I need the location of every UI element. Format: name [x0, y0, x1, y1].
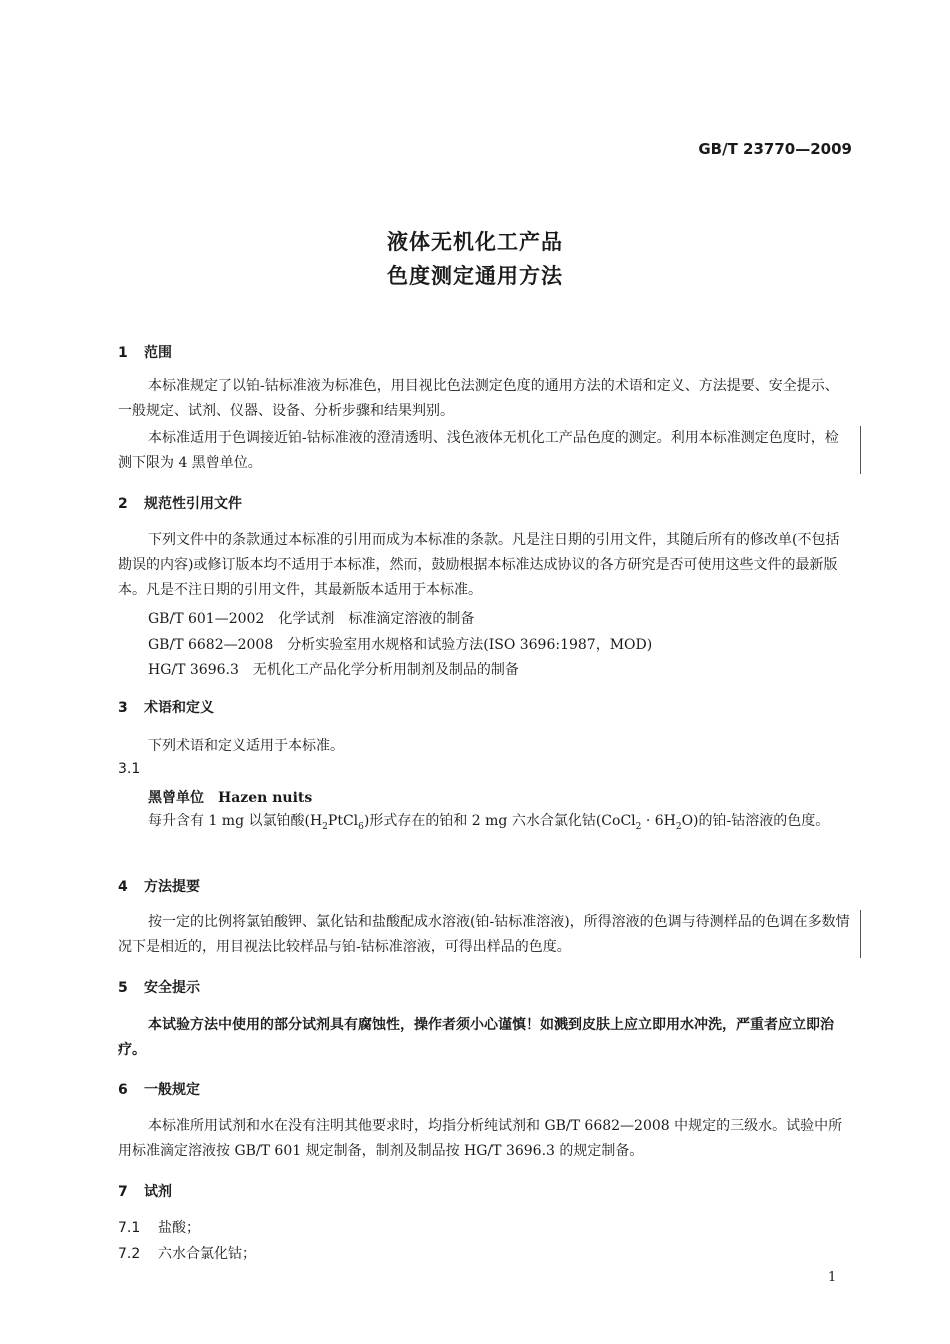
- section-7-heading: [118, 1181, 172, 1201]
- item-number: 7.2: [118, 1246, 141, 1262]
- reference-item: [148, 634, 652, 654]
- reference-title: 化学试剂 标准滴定溶液的制备: [278, 611, 475, 627]
- definition-text: )形式存在的铂和 2 mg 六水合氯化钴(CoCl: [363, 813, 636, 829]
- term-line: [148, 787, 312, 807]
- section-number: 3: [118, 700, 128, 716]
- section-1-heading: [118, 342, 172, 362]
- reference-code: GB/T 601—2002: [148, 611, 265, 627]
- section-title: 方法提要: [144, 879, 200, 895]
- s4-paragraph-1: 按一定的比例将氯铂酸钾、氯化钴和盐酸配成水溶液(铂-钴标准溶液)，所得溶液的色调与待测样品的色调在多数情况下是相近的，用目视法比较样品与铂-钴标准溶液，可得出样品的色度。: [118, 914, 850, 955]
- list-item: [118, 1217, 200, 1237]
- definition-text: · 6H: [641, 813, 676, 829]
- item-number: 7.1: [118, 1220, 141, 1236]
- title-line-2: 色度测定通用方法: [387, 264, 563, 288]
- section-number: 2: [118, 496, 128, 512]
- s3-paragraph-1: 下列术语和定义适用于本标准。: [148, 738, 344, 754]
- s1-paragraph-1: 本标准规定了以铂-钴标准液为标准色，用目视比色法测定色度的通用方法的术语和定义、方法提要、安全提示、一般规定、试剂、仪器、设备、分析步骤和结果判别。: [118, 378, 839, 419]
- term-definition: [118, 809, 852, 840]
- s1-paragraph-2: 本标准适用于色调接近铂-钴标准液的澄清透明、浅色液体无机化工产品色度的测定。利用本标准测定色度时，检测下限为 4 黑曾单位。: [118, 430, 839, 471]
- item-text: 六水合氯化钴；: [158, 1246, 256, 1262]
- section-number: 1: [118, 345, 128, 361]
- section-number: 7: [118, 1184, 128, 1200]
- item-text: 盐酸；: [158, 1220, 200, 1236]
- section-number: 6: [118, 1082, 128, 1098]
- term-english: Hazen nuits: [218, 790, 313, 806]
- subscript: 2: [322, 821, 328, 832]
- section-5-heading: [118, 977, 200, 997]
- safety-warning: 本试验方法中使用的部分试剂具有腐蚀性，操作者须小心谨慎！如溅到皮肤上应立即用水冲洗，严重者应立即治疗。: [118, 1017, 834, 1058]
- reference-title: 无机化工产品化学分析用制剂及制品的制备: [252, 662, 519, 678]
- section-2-heading: [118, 493, 242, 513]
- reference-title: 分析实验室用水规格和试验方法(ISO 3696:1987，MOD): [287, 637, 653, 653]
- section-title: 一般规定: [144, 1082, 200, 1098]
- section-number: 4: [118, 879, 128, 895]
- section-title: 试剂: [144, 1184, 172, 1200]
- reference-code: GB/T 6682—2008: [148, 637, 274, 653]
- section-6-heading: [118, 1079, 200, 1099]
- reference-item: [148, 659, 519, 679]
- section-title: 安全提示: [144, 980, 200, 996]
- section-3-heading: [118, 697, 214, 717]
- term-chinese: 黑曾单位: [148, 790, 204, 806]
- section-title: 范围: [144, 345, 172, 361]
- list-item: [118, 1243, 256, 1263]
- standard-number: GB/T 23770—2009: [698, 140, 852, 158]
- section-number: 5: [118, 980, 128, 996]
- reference-code: HG/T 3696.3: [148, 662, 239, 678]
- definition-text: O)的铂-钴溶液的色度。: [681, 813, 830, 829]
- definition-text: 每升含有 1 mg 以氯铂酸(H: [148, 813, 323, 829]
- section-title: 术语和定义: [144, 700, 214, 716]
- subscript: 2: [635, 821, 642, 832]
- section-title: 规范性引用文件: [144, 496, 242, 512]
- revision-bar: [860, 910, 861, 958]
- subscript: 2: [675, 821, 682, 832]
- revision-bar: [860, 426, 861, 474]
- page-number: 1: [828, 1270, 837, 1285]
- s2-paragraph-1: 下列文件中的条款通过本标准的引用而成为本标准的条款。凡是注日期的引用文件，其随后所有的修改单(不包括勘误的内容)或修订版本均不适用于本标准，然而，鼓励根据本标准达成协议的各方研究是否可使用这些文件的最新版本。凡是不注日期的引用文件，其最新版本适用于本标准。: [118, 532, 840, 598]
- definition-text: PtCl: [327, 813, 359, 829]
- subsection-number: 3.1: [118, 761, 141, 777]
- section-4-heading: [118, 876, 200, 896]
- reference-item: [148, 608, 474, 628]
- subscript: 6: [358, 821, 364, 832]
- s6-paragraph-1: 本标准所用试剂和水在没有注明其他要求时，均指分析纯试剂和 GB/T 6682—2008 中规定的三级水。试验中所用标准滴定溶液按 GB/T 601 规定制备，制剂及制品按 HG/T 3696.3 的规定制备。: [118, 1118, 843, 1159]
- title-line-1: 液体无机化工产品: [387, 230, 563, 254]
